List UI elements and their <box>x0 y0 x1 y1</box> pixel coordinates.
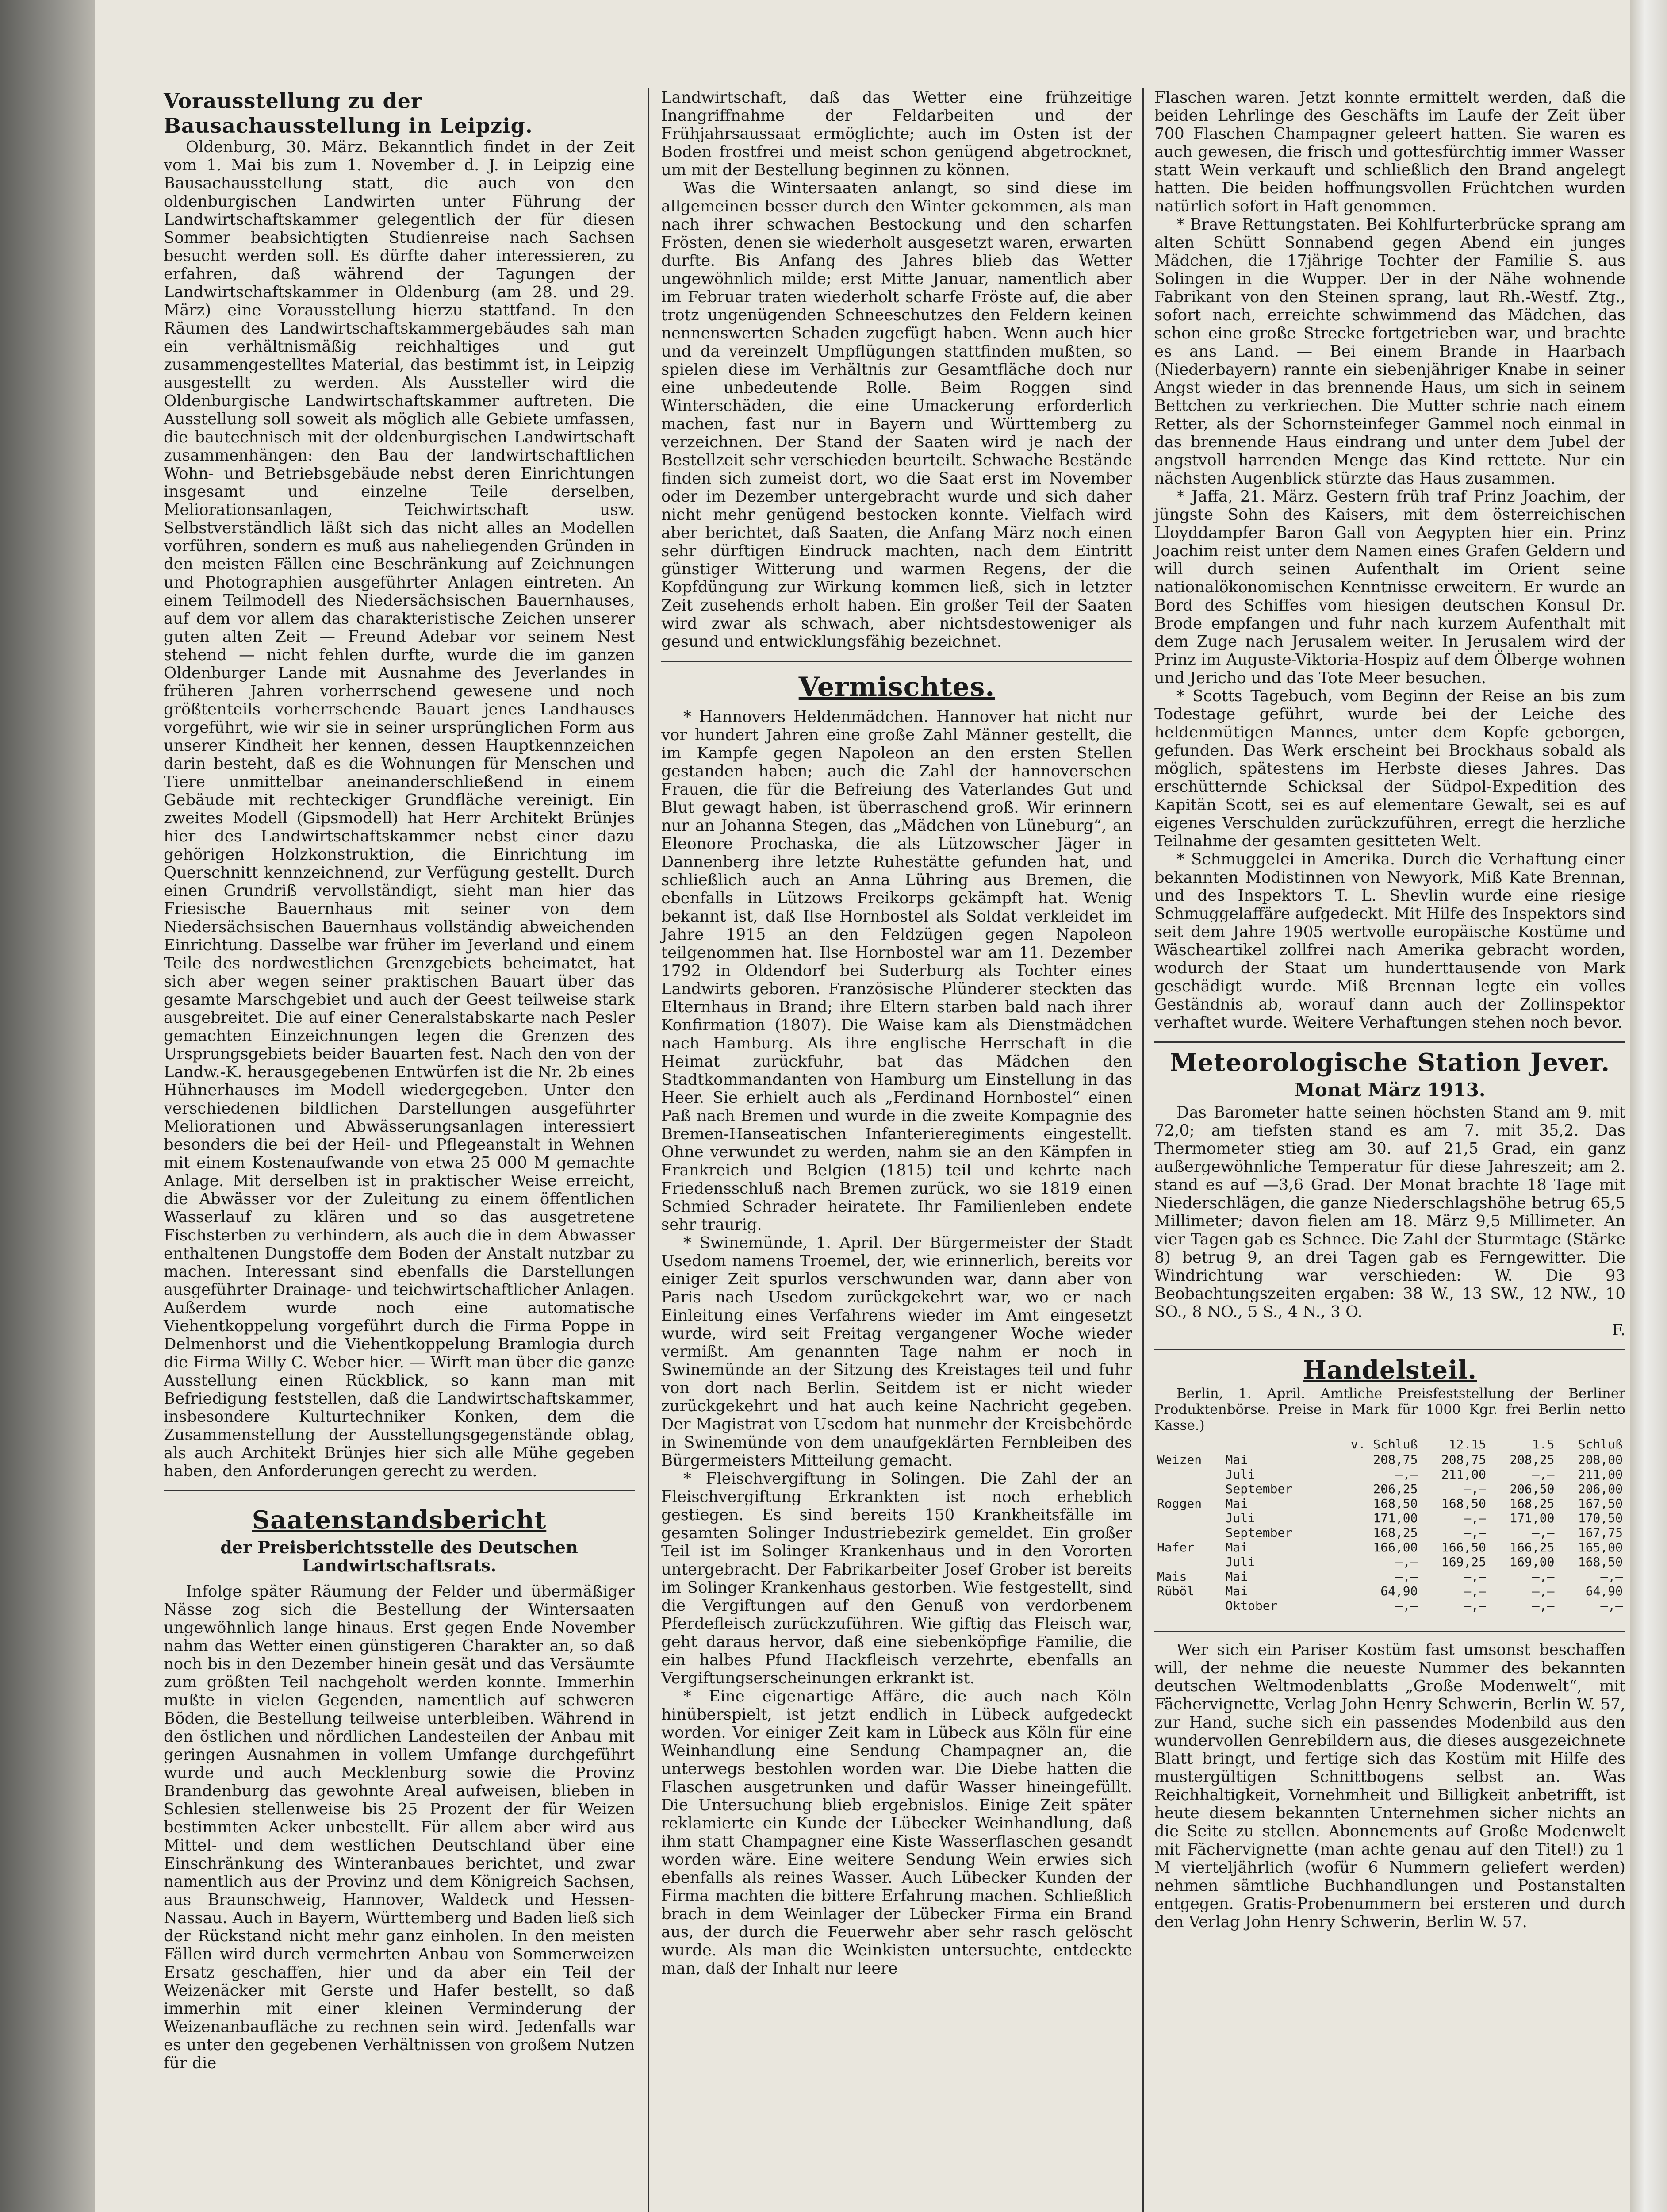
table-row <box>1154 1496 1625 1511</box>
article-jaffa: * Jaffa, 21. März. Gestern früh traf Prinz Joachim, der jüngste Sohn des Kaisers, mit dem österreichischen Lloyddampfer Baron Gall von Aegypten hier ein. Prinz Joachim reist unter dem Namen eines Grafen Geldern und will durch seinen Aufenthalt im Orient seine nationalökonomischen Kenntnisse erweitern. Er wurde an Bord des Schiffes vom hiesigen deutschen Konsul Dr. Brode empfangen und fuhr nach kurzem Aufenthalt mit dem Zuge nach Jerusalem weiter. In Jerusalem wird der Prinz im Auguste-Viktoria-Hospiz auf dem Ölberge wohnen und Jericho und das Tote Meer besuchen. <box>1154 488 1625 687</box>
table-row <box>1154 1598 1625 1613</box>
table-cell: 206,00 <box>1578 1482 1623 1496</box>
table-cell: 166,25 <box>1510 1540 1555 1555</box>
table-cell: 167,75 <box>1578 1525 1623 1540</box>
table-cell: —,— <box>1395 1598 1418 1613</box>
table-cell: 208,00 <box>1578 1452 1623 1467</box>
table-cell: 168,25 <box>1510 1496 1555 1511</box>
table-cell: 208,25 <box>1510 1452 1555 1467</box>
column-3 <box>1154 88 1625 1931</box>
advertisement-modenwelt <box>1154 1631 1625 1931</box>
table-cell <box>1154 1598 1222 1613</box>
table-row <box>1154 1452 1625 1467</box>
table-cell: 168,50 <box>1441 1496 1486 1511</box>
table-cell: Roggen <box>1157 1496 1202 1511</box>
table-cell: 168,50 <box>1578 1555 1623 1569</box>
section-divider <box>661 661 1132 662</box>
article-body-saatenstand-1: Infolge später Räumung der Felder und übermäßiger Nässe zog sich die Bestellung der Wintersaaten ungewöhnlich lange hinaus. Erst gegen Ende November nahm das Wetter einen günstigeren Charakter an, so daß noch bis in den Dezember hinein gesät und das Versäumte zum größten Teil nachgeholt werden konnte. Immerhin mußte in vielen Gegenden, namentlich auf schweren Böden, die Bestellung teilweise unterbleiben. Während in den östlichen und nördlichen Landesteilen der Anbau mit geringen Ausnahmen in vollem Umfange durchgeführt wurde und auch Mecklenburg sowie die Provinz Brandenburg das gewohnte Areal aufweisen, blieben in Schlesien stellenweise bis 25 Prozent der für Weizen bestimmten Acker unbestellt. Für allem aber wird aus Mittel- und dem westlichen Deutschland über eine Einschränkung des Winteranbaues berichtet, und zwar namentlich aus der Provinz und dem Königreich Sachsen, aus Braunschweig, Hannover, Waldeck und Hessen-Nassau. Auch in Bayern, Württemberg und Baden ließ sich der Rückstand nicht mehr ganz einholen. In den meisten Fällen wird durch vermehrten Anbau von Sommerweizen Ersatz geschaffen, hier und da aber ein Teil der Weizenäcker mit Gerste und Hafer bestellt, so daß immerhin mit einer kleinen Verminderung der Weizenanbaufläche zu rechnen sein wird. Jedenfalls war es unter den gegebenen Verhältnissen von großem Nutzen für die <box>164 1582 635 2072</box>
table-cell: 206,50 <box>1510 1482 1555 1496</box>
table-header-cell: 12.15 <box>1421 1437 1489 1452</box>
article-affaere-continued: Flaschen waren. Jetzt konnte ermittelt werden, daß die beiden Lehrlinge des Geschäfts im Laufe der Zeit über 700 Flaschen Champagner geleert hatten. Sie waren es auch gewesen, die frisch und gottesfürchtig immer Wasser statt Wein verkauft und schließlich den Brand angelegt hatten. Die beiden hoffnungsvollen Früchtchen wurden natürlich sofort in Haft genommen. <box>1154 88 1625 215</box>
table-cell: September <box>1225 1482 1293 1496</box>
table-cell: Oktober <box>1225 1598 1278 1613</box>
table-cell: Juli <box>1225 1467 1255 1482</box>
table-cell: Hafer <box>1157 1540 1195 1555</box>
table-cell <box>1154 1482 1222 1496</box>
table-header-cell: 1.5 <box>1489 1437 1557 1452</box>
table-cell: Juli <box>1225 1511 1255 1525</box>
section-divider <box>1154 1041 1625 1043</box>
table-cell: Rüböl <box>1157 1584 1195 1598</box>
table-cell: 208,75 <box>1441 1452 1486 1467</box>
table-cell: Mai <box>1225 1569 1248 1584</box>
table-header-cell: Schluß <box>1557 1437 1625 1452</box>
table-cell: —,— <box>1532 1569 1555 1584</box>
table-cell: —,— <box>1464 1569 1486 1584</box>
table-row <box>1154 1525 1625 1540</box>
article-body-saatenstand-2: Landwirtschaft, daß das Wetter eine frühzeitige Inangriffnahme der Feldarbeiten und der Frühjahrsaussaat ermöglichte; auch im Osten ist der Boden frostfrei und meist schon genügend abgetrocknet, um mit der Bestellung beginnen zu können. <box>661 88 1132 179</box>
advertisement-text: Wer sich ein Pariser Kostüm fast umsonst beschaffen will, der nehme die neueste Nummer des bekannten deutschen Weltmodenblatts „Große Modenwelt“, mit Fächervignette, Verlag John Henry Schwerin, Berlin W. 57, zur Hand, suche sich ein passendes Modenbild aus den wundervollen Genrebildern aus, die dieses ausgezeichnete Blatt bringt, und fertige sich das Kostüm mit Hilfe des mustergültigen Schnittbogens selbst an. Was Reichhaltigkeit, Vornehmheit und Billigkeit anbetrifft, ist heute diesem bekannten Unternehmen sicher nichts an die Seite zu stellen. Abonnements auf Große Modenwelt mit Fächervignette (man achte genau auf den Titel!) zu 1 M vierteljährlich (wofür 6 Nummern geliefert werden) nehmen sämtliche Buchhandlungen und Postanstalten entgegen. Gratis-Probenummern bei ersteren und durch den Verlag John Henry Schwerin, Berlin W. 57. <box>1154 1641 1625 1931</box>
table-header-row <box>1154 1437 1625 1452</box>
market-intro: Berlin, 1. April. Amtliche Preisfeststellung der Berliner Produktenbörse. Preise in Mark für 1000 Kgr. frei Berlin netto Kasse.) <box>1154 1386 1625 1433</box>
article-fleischvergiftung: * Fleischvergiftung in Solingen. Die Zahl der an Fleischvergiftung Erkrankten ist noch erheblich gestiegen. Es sind bereits 150 Krankheitsfälle im gesamten Solinger Industriebezirk gemeldet. Ein großer Teil ist im Solinger Krankenhaus und in den Vororten untergebracht. Der Fabrikarbeiter Josef Grober ist bereits im Solinger Krankenhaus gestorben. Wie festgestellt, sind die Vergiftungen auf den Genuß von verdorbenem Pferdefleisch zurückzuführen. Wie giftig das Fleisch war, geht daraus hervor, daß eine siebenköpfige Familie, die ein halbes Pfund Hackfleisch verzehrte, ebenfalls an Vergiftungserscheinungen erkrankt ist. <box>661 1470 1132 1687</box>
article-subtitle-saatenstand: der Preisberichtsstelle des Deutschen Landwirtschaftsrats. <box>220 1537 578 1575</box>
table-cell: —,— <box>1464 1598 1486 1613</box>
table-header-cell <box>1154 1437 1222 1452</box>
table-cell: —,— <box>1464 1482 1486 1496</box>
table-cell: Mai <box>1225 1496 1248 1511</box>
table-cell: Juli <box>1225 1555 1255 1569</box>
table-cell: Mais <box>1157 1569 1187 1584</box>
table-row <box>1154 1555 1625 1569</box>
table-cell: Mai <box>1225 1584 1248 1598</box>
section-title-handelsteil: Handelsteil. <box>1303 1356 1477 1385</box>
table-cell: 165,00 <box>1578 1540 1623 1555</box>
table-body <box>1154 1452 1625 1613</box>
market-price-table <box>1154 1437 1625 1613</box>
article-body-vorausstellung: Oldenburg, 30. März. Bekanntlich findet in der Zeit vom 1. Mai bis zum 1. November d. J. in Leipzig eine Bausachausstellung statt, die auch von den oldenburgischen Landwirten unter Führung der Landwirtschaftskammer gelegentlich der für diesen Sommer beabsichtigten Studienreise nach Sachsen besucht werden soll. Es dürfte daher interessieren, zu erfahren, daß während der Tagungen der Landwirtschaftskammer in Oldenburg (am 28. und 29. März) eine Vorausstellung hierzu stattfand. In den Räumen des Landwirtschaftskammergebäudes sah man ein verhältnismäßig reichhaltiges und gut zusammengestelltes Material, das bestimmt ist, in Leipzig ausgestellt zu werden. Als Aussteller wird die Oldenburgische Landwirtschaftskammer auftreten. Die Ausstellung soll soweit als möglich alle Gebiete umfassen, die bautechnisch mit der oldenburgischen Landwirtschaft zusammenhängen: den Bau der landwirtschaftlichen Wohn- und Betriebsgebäude nebst deren Einrichtungen insgesamt und einzelne Teile derselben, Meliorationsanlagen, Teichwirtschaft usw. Selbstverständlich läßt sich das nicht alles an Modellen vorführen, sondern es muß aus naheliegenden Gründen in den meisten Fällen eine Beschränkung auf Zeichnungen und Photographien ausgeführter Anlagen eintreten. An einem Teilmodell des Niedersächsischen Bauernhauses, auf dem vor allem das charakteristische Zeichen unserer guten alten Zeit — Freund Adebar vor seinem Nest stehend — nicht fehlen durfte, wurde die im ganzen Oldenburger Lande mit Ausnahme des Jeverlandes in früheren Jahren vorherrschend gewesene und noch größtenteils vorherrschende Bauart jenes Landhauses vorgeführt, wie wir sie in seiner ursprünglichen Form aus unserer Kindheit her kennen, dessen Hauptkennzeichen darin besteht, daß es die Wohnungen für Menschen und Tiere unmittelbar aneinanderschließend in einem Gebäude mit rechteckiger Grundfläche vereinigt. Ein zweites Modell (Gipsmodell) hat Herr Architekt Brünjes hier des Landwirtschaftskammer nebst einer dazu gehörigen Holzkonstruktion, die Einrichtung im Querschnitt kennzeichnend, zur Verfügung gestellt. Durch einen Grundriß vervollständigt, sieht man hier das Friesische Bauernhaus mit seiner von dem Niedersächsischen Bauernhaus vollständig abweichenden Einrichtung. Dasselbe war früher im Jeverland und einem Teile des nordwestlichen Grenzgebiets beheimatet, hat sich aber wegen seiner praktischen Bauart über das gesamte Marschgebiet und auch der Geest teilweise stark ausgebreitet. Die auf einer Generalstabskarte nach Pesler gemachten Einzeichnungen legen die Grenzen des Ursprungsgebiets beider Bauarten fest. Nach den von der Landw.-K. herausgegebenen Entwürfen ist die Nr. 2b eines Hühnerhauses im Modell wiedergegeben. Unter den verschiedenen bildlichen Darstellungen ausgeführter Meliorationen und Abwässerungsanlagen interessiert besonders die bei der Heil- und Pflegeanstalt in Wehnen mit einem Kostenaufwande von etwa 25 000 M gemachte Anlage. Mit derselben ist in praktischer Weise erreicht, die Abwässer vor der Zuleitung zu einem öffentlichen Wasserlauf zu klären und so das ausgetretene Fischsterben zu verhindern, als auch die in dem Abwasser enthaltenen Dungstoffe dem Boden der Anstalt nutzbar zu machen. Interessant sind ebenfalls die Darstellungen ausgeführter Drainage- und teichwirtschaftlicher Anlagen. Außerdem wurde noch eine automatische Viehentkoppelung vorgeführt durch die Firma Poppe in Delmenhorst und die Viehentkoppelung Bramlogia durch die Firma Willy C. Weber hier. — Wirft man über die ganze Ausstellung einen Rückblick, so kann man mit Befriedigung feststellen, daß die Landwirtschaftskammer, insbesondere Kulturtechniker Konken, dem die Zusammenstellung der Ausstellungsgegenstände oblag, als auch Architekt Brünjes hier sich alle Mühe gegeben haben, den Anforderungen gerecht zu werden. <box>164 138 635 1480</box>
table-cell <box>1154 1525 1222 1540</box>
column-1 <box>164 88 635 2072</box>
table-cell <box>1154 1511 1222 1525</box>
table-row <box>1154 1467 1625 1482</box>
article-hannovers-heldenmaedchen: * Hannovers Heldenmädchen. Hannover hat nicht nur vor hundert Jahren eine große Zahl Männer gestellt, die im Kampfe gegen Napoleon an den ersten Stellen gestanden haben; auch die Zahl der hannoverschen Frauen, die für die Befreiung des Vaterlandes Gut und Blut gewagt haben, ist überraschend groß. Wir erinnern nur an Johanna Stegen, das „Mädchen von Lüneburg“, an Eleonore Prochaska, die als Lützowscher Jäger in Dannenberg ihre letzte Ruhestätte gefunden hat, und schließlich auch an Anna Lühring aus Bremen, die ebenfalls in Lützows Freikorps gekämpft hat. Wenig bekannt ist, daß Ilse Hornbostel als Soldat verkleidet im Jahre 1915 an den Feldzügen gegen Napoleon teilgenommen hat. Ilse Hornbostel war am 11. Dezember 1792 in Oldendorf bei Suderburg als Tochter eines Landwirts geboren. Französische Plünderer steckten das Elternhaus in Brand; ihre Eltern starben bald nach ihrer Konfirmation (1807). Die Waise kam als Dienstmädchen nach Hamburg. Als ihre englische Herrschaft in die Heimat zurückfuhr, bat das Mädchen den Stadtkommandanten von Hamburg um Einstellung in das Heer. Sie erhielt auch als „Ferdinand Hornbostel“ einen Paß nach Bremen und wurde in die zweite Kompagnie des Bremen-Hanseatischen Infanterieregiments eingestellt. Ohne verwundet zu werden, nahm sie an den Kämpfen in Frankreich und Belgien (1815) teil und kehrte nach Friedensschluß nach Bremen zurück, wo sie 1819 einen Schmied Schrader heiratete. Ihr Familienleben endete sehr traurig. <box>661 708 1132 1234</box>
table-cell: 64,90 <box>1585 1584 1623 1598</box>
table-cell: Weizen <box>1157 1452 1202 1467</box>
table-row <box>1154 1569 1625 1584</box>
column-rule-1 <box>648 88 649 2212</box>
book-gutter-right <box>1630 0 1667 2212</box>
table-cell: —,— <box>1532 1598 1555 1613</box>
table-row <box>1154 1540 1625 1555</box>
table-cell: —,— <box>1600 1598 1623 1613</box>
table-cell: —,— <box>1532 1584 1555 1598</box>
table-cell: 169,00 <box>1510 1555 1555 1569</box>
table-cell: 171,00 <box>1373 1511 1418 1525</box>
section-divider <box>164 1490 635 1491</box>
table-cell: —,— <box>1395 1467 1418 1482</box>
table-cell: —,— <box>1395 1555 1418 1569</box>
table-cell: 166,50 <box>1441 1540 1486 1555</box>
table-cell: 169,25 <box>1441 1555 1486 1569</box>
article-eigenartige-affaere: * Eine eigenartige Affäre, die auch nach Köln hinüberspielt, ist jetzt endlich in Lübeck aufgedeckt worden. Vor einiger Zeit kam in Lübeck aus Köln für eine Weinhandlung eine Sendung Champagner an, die unterwegs bestohlen worden war. Die Diebe hatten die Flaschen ausgetrunken und dafür Wasser hineingefüllt. Die Untersuchung blieb ergebnislos. Einige Zeit später reklamierte ein Kunde der Lübecker Weinhandlung, daß ihm statt Champagner eine Kiste Wasserflaschen gesandt worden wäre. Eine weitere Sendung Wein erwies sich ebenfalls als reines Wasser. Auch Lübecker Kunden der Firma machten die bittere Erfahrung machen. Schließlich brach in dem Weinlager der Lübecker Firma ein Brand aus, der durch die Feuerwehr aber sehr rasch gelöscht wurde. Als man die Weinkisten untersuchte, entdeckte man, daß der Inhalt nur leere <box>661 1687 1132 1978</box>
table-cell: 171,00 <box>1510 1511 1555 1525</box>
table-cell: September <box>1225 1525 1293 1540</box>
column-2 <box>661 88 1132 1978</box>
table-cell: Mai <box>1225 1452 1248 1467</box>
table-header-cell: v. Schluß <box>1322 1437 1421 1452</box>
table-cell <box>1154 1467 1222 1482</box>
section-divider <box>1154 1349 1625 1350</box>
table-row <box>1154 1584 1625 1598</box>
article-body-saatenstand-3: Was die Wintersaaten anlangt, so sind diese im allgemeinen besser durch den Winter gekommen, als man nach ihrer schwachen Bestockung und den scharfen Frösten, denen sie wiederholt ausgesetzt waren, erwarten durfte. Bis Anfang des Jahres blieb das Wetter ungewöhnlich milde; erst Mitte Januar, namentlich aber im Februar traten wiederholt scharfe Fröste auf, die aber trotz ungenügenden Schneeschutzes den Feldern keinen nennenswerten Schaden zugefügt haben. Wenn auch hier und da vereinzelt Umpflügungen stattfinden mußten, so spielen diese im Verhältnis zur Gesamtfläche doch nur eine unbedeutende Rolle. Beim Roggen sind Winterschäden, die eine Umackerung erforderlich machen, fast nur in Bayern und Württemberg zu verzeichnen. Der Stand der Saaten wird je nach der Bestellzeit sehr verschieden beurteilt. Schwache Bestände finden sich zumeist dort, wo die Saat erst im November oder im Dezember untergebracht wurde und sich daher nicht mehr genügend bestocken konnte. Vielfach wird aber berichtet, daß Saaten, die Anfang März noch einen sehr dürftigen Eindruck machten, nach dem Eintritt günstiger Witterung und warmen Regens, der die Kopfdüngung zur Wirkung kommen ließ, sich in letzter Zeit zusehends erholt haben. Ein großer Teil der Saaten wird zwar als schwach, aber nichtsdestoweniger als gesund und entwicklungsfähig bezeichnet. <box>661 179 1132 651</box>
table-cell: 211,00 <box>1441 1467 1486 1482</box>
table-cell: —,— <box>1600 1569 1623 1584</box>
table-cell: 167,50 <box>1578 1496 1623 1511</box>
table-cell: 170,50 <box>1578 1511 1623 1525</box>
table-cell: 208,75 <box>1373 1452 1418 1467</box>
section-subtitle-meteorologie: Monat März 1913. <box>1294 1079 1486 1101</box>
table-header-cell <box>1222 1437 1322 1452</box>
table-cell: —,— <box>1532 1525 1555 1540</box>
book-gutter-left <box>0 0 95 2212</box>
section-title-vermischtes: Vermischtes. <box>798 672 995 703</box>
article-scotts-tagebuch: * Scotts Tagebuch, vom Beginn der Reise an bis zum Todestage geführt, wurde bei der Leiche des heldenmütigen Mannes, unter dem Kopfe geborgen, gefunden. Das Werk erscheint bei Brockhaus sobald als möglich, spätestens im Herbste dieses Jahres. Das erschütternde Schicksal der Südpol-Expedition des Kapitän Scott, sei es auf elementare Gewalt, sei es auf eigenes Verschulden zurückzuführen, erregt die herzliche Teilnahme der gesamten gesitteten Welt. <box>1154 687 1625 850</box>
table-cell: —,— <box>1464 1525 1486 1540</box>
table-cell: 166,00 <box>1373 1540 1418 1555</box>
table-cell: —,— <box>1464 1511 1486 1525</box>
table-cell: 211,00 <box>1578 1467 1623 1482</box>
table-cell: —,— <box>1532 1467 1555 1482</box>
table-cell: 206,25 <box>1373 1482 1418 1496</box>
article-rettungstaten: * Brave Rettungstaten. Bei Kohlfurterbrücke sprang am alten Schütt Sonnabend gegen Abend ein junges Mädchen, die 17jährige Tochter der Familie S. aus Solingen in die Wupper. Der in der Nähe wohnende Fabrikant von den Steinen sprang, laut Rh.-Westf. Ztg., sofort nach, erreichte schwimmend das Mädchen, das schon eine große Strecke fortgetrieben war, und brachte es ans Land. — Bei einem Brande in Haarbach (Niederbayern) rannte ein siebenjähriger Knabe in seiner Angst wieder in das brennende Haus, um sich in seinem Bettchen zu verkriechen. Die Mutter schrie nach einem Retter, als der Schornsteinfeger Gammel noch einmal in das brennende Haus eindrang und unter dem Jubel der angstvoll harrenden Menge das Kind rettete. Nur ein nächsten Augenblick stürzte das Haus zusammen. <box>1154 215 1625 488</box>
table-row <box>1154 1482 1625 1496</box>
article-swinemuende: * Swinemünde, 1. April. Der Bürgermeister der Stadt Usedom namens Troemel, der, wie erinnerlich, bereits vor einiger Zeit spurlos verschwunden war, dann aber von Paris nach Usedom zurückgekehrt war, wo er nach Einleitung eines Verfahrens wieder im Amt eingesetzt wurde, wird seit Freitag vergangener Woche wieder vermißt. Am genannten Tage nahm er noch in Swinemünde an der Sitzung des Kreistages teil und fuhr von dort nach Berlin. Seitdem ist er nicht wieder zurückgekehrt und hat auch keine Nachricht gegeben. Der Magistrat von Usedom hat nunmehr der Kreisbehörde in Swinemünde von dem unaufgeklärten Fernbleiben des Bürgermeisters Mitteilung gemacht. <box>661 1234 1132 1470</box>
article-schmuggelei: * Schmuggelei in Amerika. Durch die Verhaftung einer bekannten Modistinnen von Newyork, Miß Kate Brennan, und des Inspektors T. L. Shevlin wurde eine riesige Schmuggelaffäre aufgedeckt. Mit Hilfe des Inspektors sind seit dem Jahre 1905 wertvolle europäische Kostüme und Wäscheartikel zollfrei nach Amerika gebracht worden, wodurch der Staat um hunderttausende von Mark geschädigt wurde. Miß Brennan legte ein volles Geständnis ab, worauf dann auch der Zollinspektor verhaftet wurde. Weitere Verhaftungen stehen noch bevor. <box>1154 850 1625 1032</box>
table-cell: 168,25 <box>1373 1525 1418 1540</box>
section-title-meteorologie: Meteorologische Station Jever. <box>1169 1048 1610 1077</box>
table-cell: —,— <box>1395 1569 1418 1584</box>
table-row <box>1154 1511 1625 1525</box>
article-meteorologie: Das Barometer hatte seinen höchsten Stand am 9. mit 72,0; am tiefsten stand es am 7. mit 35,2. Das Thermometer stieg am 30. auf 21,5 Grad, ein ganz außergewöhnliche Temperatur für diese Jahreszeit; am 2. stand es auf —3,6 Grad. Der Monat brachte 18 Tage mit Niederschlägen, die ganze Niederschlagshöhe betrug 65,5 Millimeter; davon fielen am 18. März 9,5 Millimeter. An vier Tagen gab es Schnee. Die Zahl der Sturmtage (Stärke 8) betrug 9, an drei Tagen gab es Ferngewitter. Die Windrichtung war verschieden: W. Die 93 Beobachtungszeiten ergaben: 38 W., 13 SW., 12 NW., 10 SO., 8 NO., 5 S., 4 N., 3 O. <box>1154 1103 1625 1321</box>
table-cell: 168,50 <box>1373 1496 1418 1511</box>
table-cell: 64,90 <box>1380 1584 1418 1598</box>
article-title-saatenstand: Saatenstandsbericht <box>252 1505 547 1535</box>
table-cell <box>1154 1555 1222 1569</box>
column-rule-2 <box>1142 88 1144 2212</box>
table-cell: —,— <box>1464 1584 1486 1598</box>
table-cell: Mai <box>1225 1540 1248 1555</box>
article-title-vorausstellung: Vorausstellung zu der Bausachausstellung in Leipzig. <box>164 89 533 138</box>
article-signature: F. <box>1612 1321 1625 1339</box>
